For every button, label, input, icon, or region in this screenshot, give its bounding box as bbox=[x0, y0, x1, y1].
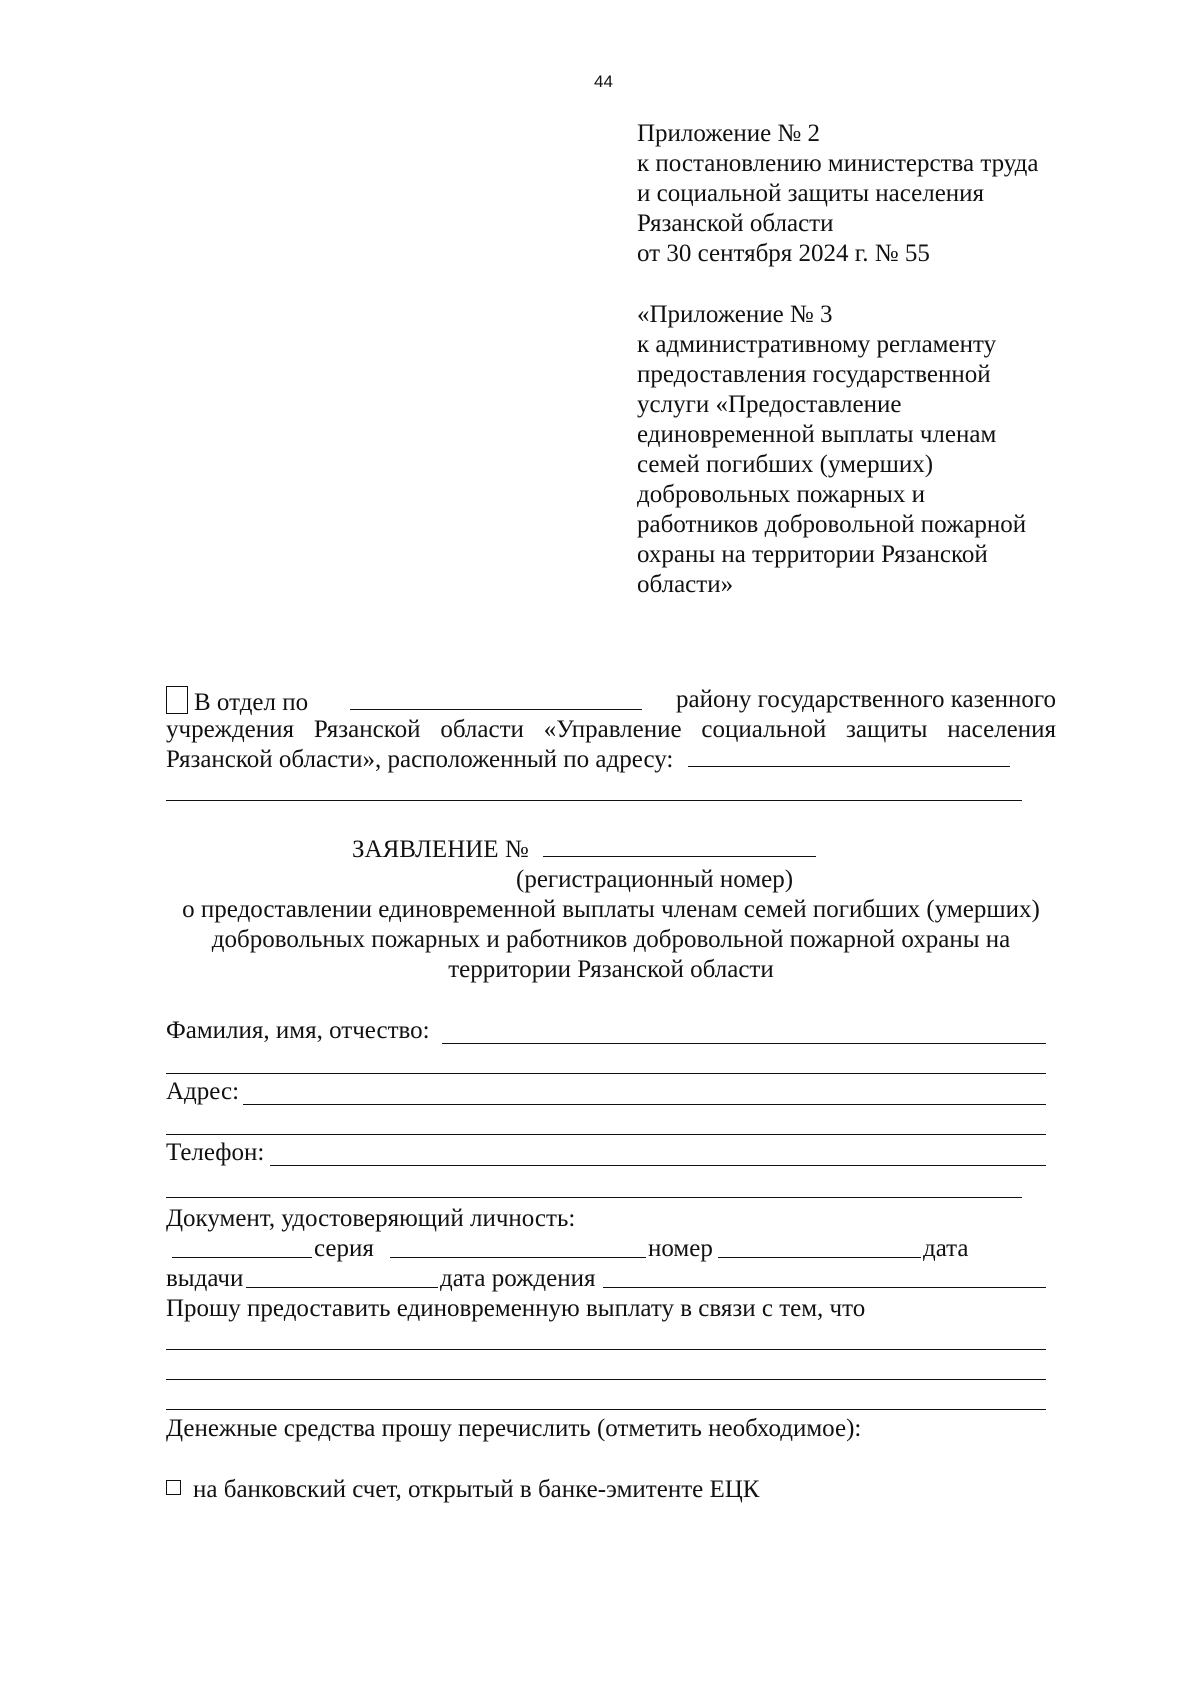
address-field[interactable] bbox=[243, 1104, 1046, 1105]
reason-field[interactable] bbox=[166, 1349, 1046, 1350]
appendix-line: и социальной защиты населения bbox=[637, 180, 985, 207]
appendix-sub-line: «Приложение № 3 bbox=[637, 301, 833, 328]
appendix-sub-line: области» bbox=[637, 571, 734, 598]
reg-number-caption: (регистрационный номер) bbox=[516, 866, 794, 893]
statement-heading: ЗАЯВЛЕНИЕ № bbox=[352, 836, 529, 863]
appendix-line: от 30 сентября 2024 г. № 55 bbox=[637, 240, 930, 267]
number-field[interactable] bbox=[718, 1257, 921, 1258]
office-address-field-2[interactable] bbox=[166, 800, 1022, 801]
appendix-line: Приложение № 2 bbox=[637, 120, 821, 147]
appendix-sub-line: охраны на территории Рязанской bbox=[637, 541, 988, 568]
fio-label: Фамилия, имя, отчество: bbox=[166, 1017, 430, 1044]
office-address-field[interactable] bbox=[688, 746, 1010, 767]
district-field[interactable] bbox=[350, 689, 642, 710]
subject-line: о предоставлении единовременной выплаты членам семей погибших (умерших) bbox=[182, 896, 1040, 923]
option-bank-label: на банковский счет, открытый в банке-эмитенте ЕЦК bbox=[193, 1476, 760, 1503]
issue-label: выдачи bbox=[166, 1265, 244, 1292]
option-bank-checkbox[interactable] bbox=[166, 1480, 181, 1495]
request-text: Прошу предоставить единовременную выплату в связи с тем, что bbox=[166, 1295, 866, 1322]
document-type-field[interactable] bbox=[172, 1257, 312, 1258]
reason-field-3[interactable] bbox=[166, 1409, 1046, 1410]
subject-line: добровольных пожарных и работников добровольной пожарной охраны на bbox=[211, 926, 1011, 953]
option-bank-row bbox=[166, 1476, 759, 1504]
fio-field-2[interactable] bbox=[166, 1073, 1046, 1074]
address-field-label: Адрес: bbox=[166, 1078, 240, 1105]
birth-date-field[interactable] bbox=[603, 1287, 1046, 1288]
address-label: Рязанской области», расположенный по адресу: bbox=[166, 746, 674, 773]
addressee-checkbox[interactable] bbox=[166, 686, 188, 714]
addressee-line-1 bbox=[166, 686, 1056, 717]
phone-field-2[interactable] bbox=[166, 1197, 1022, 1198]
appendix-sub-line: к административному регламенту bbox=[637, 331, 997, 358]
appendix-sub-line: добровольных пожарных и bbox=[637, 481, 925, 508]
appendix-sub-line: семей погибших (умерших) bbox=[637, 451, 934, 478]
phone-field[interactable] bbox=[270, 1165, 1046, 1166]
addressee-line-3 bbox=[166, 746, 1010, 774]
appendix-sub-line: работников добровольной пожарной bbox=[637, 511, 1027, 538]
addressee-prefix: В отдел по bbox=[194, 689, 309, 716]
fio-field[interactable] bbox=[442, 1043, 1046, 1044]
phone-label: Телефон: bbox=[166, 1139, 265, 1166]
addressee-line-2: учреждения Рязанской области «Управление социальной защиты населения bbox=[166, 716, 1056, 743]
issue-date-field[interactable] bbox=[246, 1287, 438, 1288]
appendix-sub-line: услуги «Предоставление bbox=[637, 391, 902, 418]
birth-date-label: дата рождения bbox=[440, 1265, 596, 1292]
appendix-line: Рязанской области bbox=[637, 210, 834, 237]
addressee-suffix: району государственного казенного bbox=[675, 686, 1056, 713]
appendix-line: к постановлению министерства труда bbox=[637, 150, 1039, 177]
series-field[interactable] bbox=[390, 1257, 646, 1258]
number-label: номер bbox=[648, 1235, 713, 1262]
subject-line: территории Рязанской области bbox=[448, 956, 774, 983]
reg-number-field[interactable] bbox=[543, 836, 816, 857]
document-label: Документ, удостоверяющий личность: bbox=[166, 1205, 576, 1232]
series-label: серия bbox=[314, 1235, 374, 1262]
statement-heading-row bbox=[352, 836, 816, 864]
transfer-text: Денежные средства прошу перечислить (отметить необходимое): bbox=[166, 1415, 862, 1442]
address-field-2[interactable] bbox=[166, 1134, 1046, 1135]
date-label: дата bbox=[923, 1235, 969, 1262]
appendix-sub-line: предоставления государственной bbox=[637, 361, 991, 388]
appendix-sub-line: единовременной выплаты членам bbox=[637, 421, 997, 448]
reason-field-2[interactable] bbox=[166, 1379, 1046, 1380]
page-number: 44 bbox=[594, 72, 613, 91]
